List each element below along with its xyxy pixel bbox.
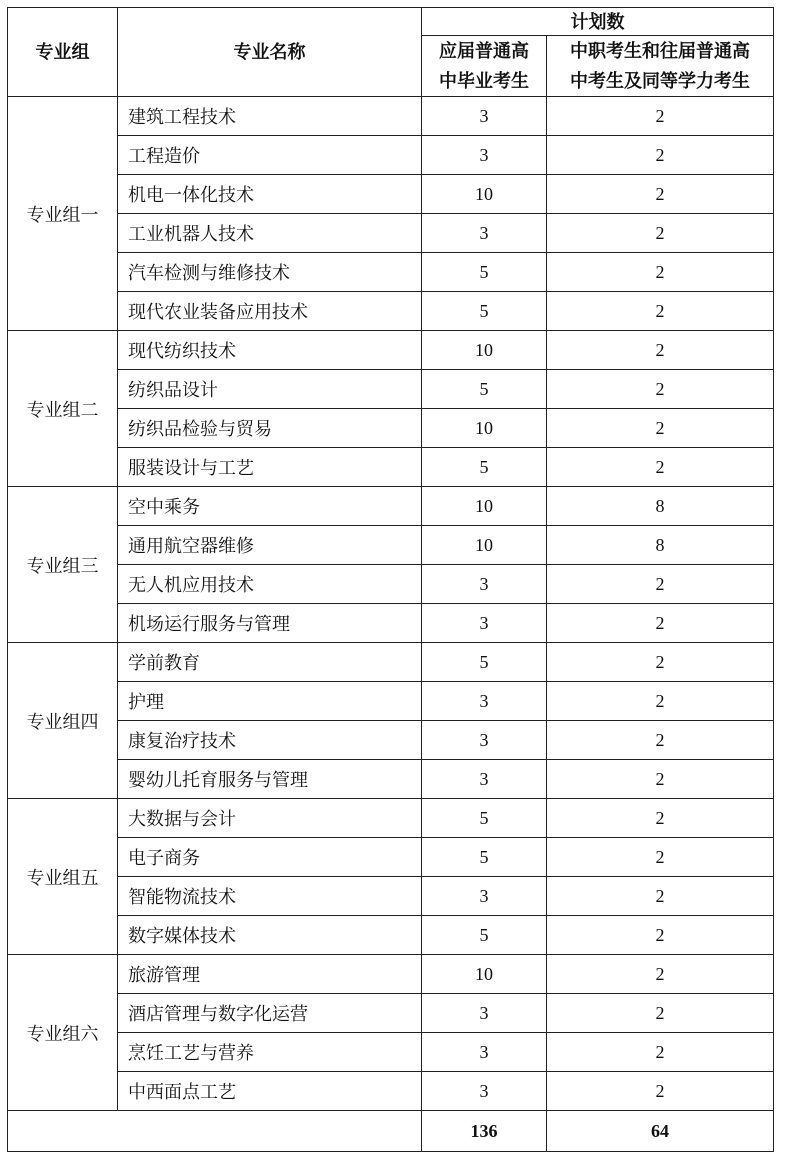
major-name: 机场运行服务与管理 [118,604,422,643]
major-name: 纺织品设计 [118,370,422,409]
plan-other-candidates: 2 [547,136,774,175]
group-name: 专业组六 [8,955,118,1111]
total-label-cell [8,1111,422,1152]
plan-fresh-graduates: 5 [422,370,547,409]
table-row [8,1033,774,1072]
major-name: 服装设计与工艺 [118,448,422,487]
group-name: 专业组二 [8,331,118,487]
table-row [8,955,774,994]
table-row [8,682,774,721]
group-name: 专业组三 [8,487,118,643]
group-name: 专业组一 [8,97,118,331]
plan-other-candidates: 2 [547,1033,774,1072]
plan-fresh-graduates: 3 [422,1072,547,1111]
table-row [8,994,774,1033]
major-name: 机电一体化技术 [118,175,422,214]
table-row [8,838,774,877]
plan-other-candidates: 2 [547,682,774,721]
plan-other-candidates: 2 [547,1072,774,1111]
table-row [8,175,774,214]
plan-other-candidates: 2 [547,955,774,994]
table-row [8,487,774,526]
plan-other-candidates: 2 [547,97,774,136]
table-row [8,526,774,565]
plan-other-candidates: 2 [547,916,774,955]
table-row [8,1072,774,1111]
table-row [8,799,774,838]
plan-fresh-graduates: 10 [422,409,547,448]
plan-fresh-graduates: 5 [422,838,547,877]
plan-other-candidates: 2 [547,565,774,604]
header-plan: 计划数 [422,8,774,36]
major-name: 现代纺织技术 [118,331,422,370]
plan-fresh-graduates: 3 [422,604,547,643]
major-name: 纺织品检验与贸易 [118,409,422,448]
major-name: 智能物流技术 [118,877,422,916]
major-name: 工业机器人技术 [118,214,422,253]
table-row [8,292,774,331]
plan-fresh-graduates: 3 [422,682,547,721]
plan-fresh-graduates: 5 [422,799,547,838]
table-row [8,643,774,682]
plan-fresh-graduates: 3 [422,760,547,799]
table-row [8,448,774,487]
header-other-candidates: 中职考生和往届普通高 中考生及同等学力考生 [547,36,774,97]
major-name: 无人机应用技术 [118,565,422,604]
plan-fresh-graduates: 5 [422,643,547,682]
table-row [8,604,774,643]
table-row [8,721,774,760]
plan-fresh-graduates: 5 [422,292,547,331]
plan-other-candidates: 2 [547,643,774,682]
major-name: 护理 [118,682,422,721]
total-fresh-graduates: 136 [422,1111,547,1152]
plan-other-candidates: 2 [547,721,774,760]
plan-fresh-graduates: 3 [422,136,547,175]
plan-other-candidates: 2 [547,214,774,253]
plan-fresh-graduates: 3 [422,1033,547,1072]
plan-other-candidates: 2 [547,604,774,643]
plan-other-candidates: 2 [547,253,774,292]
plan-fresh-graduates: 5 [422,448,547,487]
total-other-candidates: 64 [547,1111,774,1152]
plan-fresh-graduates: 5 [422,916,547,955]
plan-other-candidates: 2 [547,370,774,409]
table-row [8,253,774,292]
table-row [8,136,774,175]
table-row [8,760,774,799]
plan-fresh-graduates: 5 [422,253,547,292]
plan-fresh-graduates: 3 [422,565,547,604]
plan-fresh-graduates: 3 [422,877,547,916]
group-name: 专业组五 [8,799,118,955]
major-name: 通用航空器维修 [118,526,422,565]
major-name: 中西面点工艺 [118,1072,422,1111]
plan-fresh-graduates: 3 [422,97,547,136]
major-name: 烹饪工艺与营养 [118,1033,422,1072]
enrollment-plan-table [7,7,774,1152]
major-name: 汽车检测与维修技术 [118,253,422,292]
major-name: 工程造价 [118,136,422,175]
plan-fresh-graduates: 10 [422,175,547,214]
plan-fresh-graduates: 10 [422,487,547,526]
table-row [8,877,774,916]
table-row [8,409,774,448]
plan-other-candidates: 2 [547,799,774,838]
table-row [8,370,774,409]
major-name: 学前教育 [118,643,422,682]
plan-fresh-graduates: 3 [422,214,547,253]
plan-other-candidates: 2 [547,331,774,370]
plan-other-candidates: 2 [547,994,774,1033]
plan-other-candidates: 2 [547,760,774,799]
table-row [8,97,774,136]
header-major: 专业名称 [118,8,422,97]
major-name: 大数据与会计 [118,799,422,838]
major-name: 现代农业装备应用技术 [118,292,422,331]
plan-fresh-graduates: 10 [422,526,547,565]
table-row [8,916,774,955]
header-fresh-graduates: 应届普通高 中毕业考生 [422,36,547,97]
plan-fresh-graduates: 10 [422,331,547,370]
major-name: 建筑工程技术 [118,97,422,136]
plan-fresh-graduates: 3 [422,994,547,1033]
header-group: 专业组 [8,8,118,97]
major-name: 电子商务 [118,838,422,877]
major-name: 空中乘务 [118,487,422,526]
plan-other-candidates: 2 [547,409,774,448]
plan-other-candidates: 8 [547,487,774,526]
group-name: 专业组四 [8,643,118,799]
plan-fresh-graduates: 10 [422,955,547,994]
plan-other-candidates: 2 [547,877,774,916]
table-row [8,331,774,370]
plan-other-candidates: 2 [547,175,774,214]
table-row [8,565,774,604]
major-name: 数字媒体技术 [118,916,422,955]
plan-fresh-graduates: 3 [422,721,547,760]
major-name: 康复治疗技术 [118,721,422,760]
total-row [8,1111,774,1152]
plan-other-candidates: 8 [547,526,774,565]
plan-other-candidates: 2 [547,448,774,487]
plan-other-candidates: 2 [547,838,774,877]
plan-other-candidates: 2 [547,292,774,331]
major-name: 旅游管理 [118,955,422,994]
table-row [8,214,774,253]
major-name: 酒店管理与数字化运营 [118,994,422,1033]
major-name: 婴幼儿托育服务与管理 [118,760,422,799]
